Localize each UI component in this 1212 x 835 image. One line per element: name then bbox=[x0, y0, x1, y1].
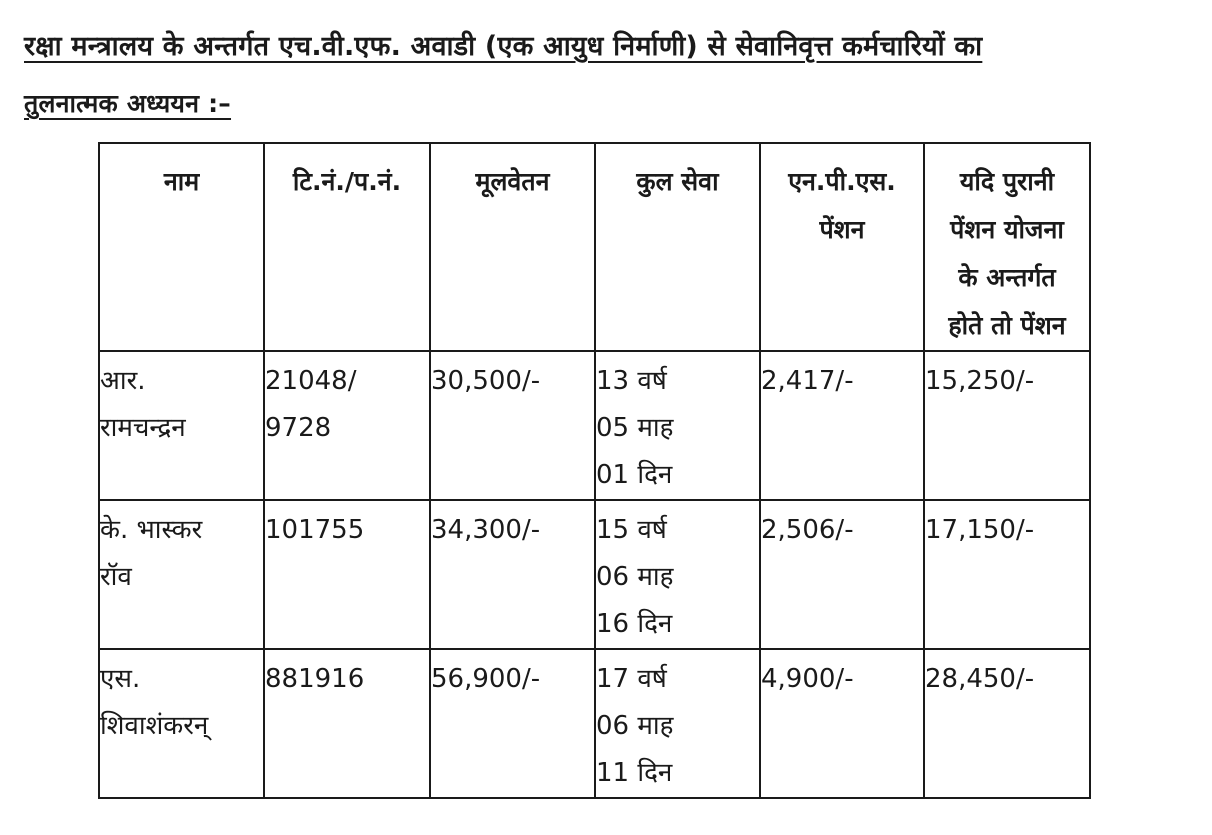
table-header-row bbox=[99, 143, 1090, 351]
cell-service: 17 वर्ष 06 माह 11 दिन bbox=[595, 649, 760, 798]
table-row bbox=[99, 500, 1090, 649]
header-old-pension: यदि पुरानी पेंशन योजना के अन्तर्गत होते तो पेंशन bbox=[924, 143, 1090, 351]
comparison-table bbox=[98, 142, 1091, 799]
cell-basic-pay: 56,900/- bbox=[430, 649, 595, 798]
cell-number: 101755 bbox=[264, 500, 430, 649]
table-row bbox=[99, 649, 1090, 798]
header-nps-pension: एन.पी.एस. पेंशन bbox=[760, 143, 924, 351]
cell-old-pension: 28,450/- bbox=[924, 649, 1090, 798]
cell-nps-pension: 2,506/- bbox=[760, 500, 924, 649]
table-row bbox=[99, 351, 1090, 500]
cell-old-pension: 15,250/- bbox=[924, 351, 1090, 500]
heading-line-2: तुलनात्मक अध्ययन :– bbox=[24, 89, 232, 118]
header-name: नाम bbox=[99, 143, 264, 351]
cell-number: 21048/ 9728 bbox=[264, 351, 430, 500]
header-total-service: कुल सेवा bbox=[595, 143, 760, 351]
header-number: टि.नं./प.नं. bbox=[264, 143, 430, 351]
cell-service: 13 वर्ष 05 माह 01 दिन bbox=[595, 351, 760, 500]
cell-name: आर. रामचन्द्रन bbox=[99, 351, 264, 500]
cell-nps-pension: 2,417/- bbox=[760, 351, 924, 500]
cell-basic-pay: 30,500/- bbox=[430, 351, 595, 500]
cell-nps-pension: 4,900/- bbox=[760, 649, 924, 798]
cell-number: 881916 bbox=[264, 649, 430, 798]
cell-basic-pay: 34,300/- bbox=[430, 500, 595, 649]
cell-name: के. भास्कर रॉव bbox=[99, 500, 264, 649]
cell-old-pension: 17,150/- bbox=[924, 500, 1090, 649]
cell-service: 15 वर्ष 06 माह 16 दिन bbox=[595, 500, 760, 649]
header-basic-pay: मूलवेतन bbox=[430, 143, 595, 351]
cell-name: एस. शिवाशंकरन् bbox=[99, 649, 264, 798]
heading-line-1: रक्षा मन्त्रालय के अन्तर्गत एच.वी.एफ. अवाडी (एक आयुध निर्माणी) से सेवानिवृत्त कर्मचारियों का bbox=[24, 31, 983, 62]
